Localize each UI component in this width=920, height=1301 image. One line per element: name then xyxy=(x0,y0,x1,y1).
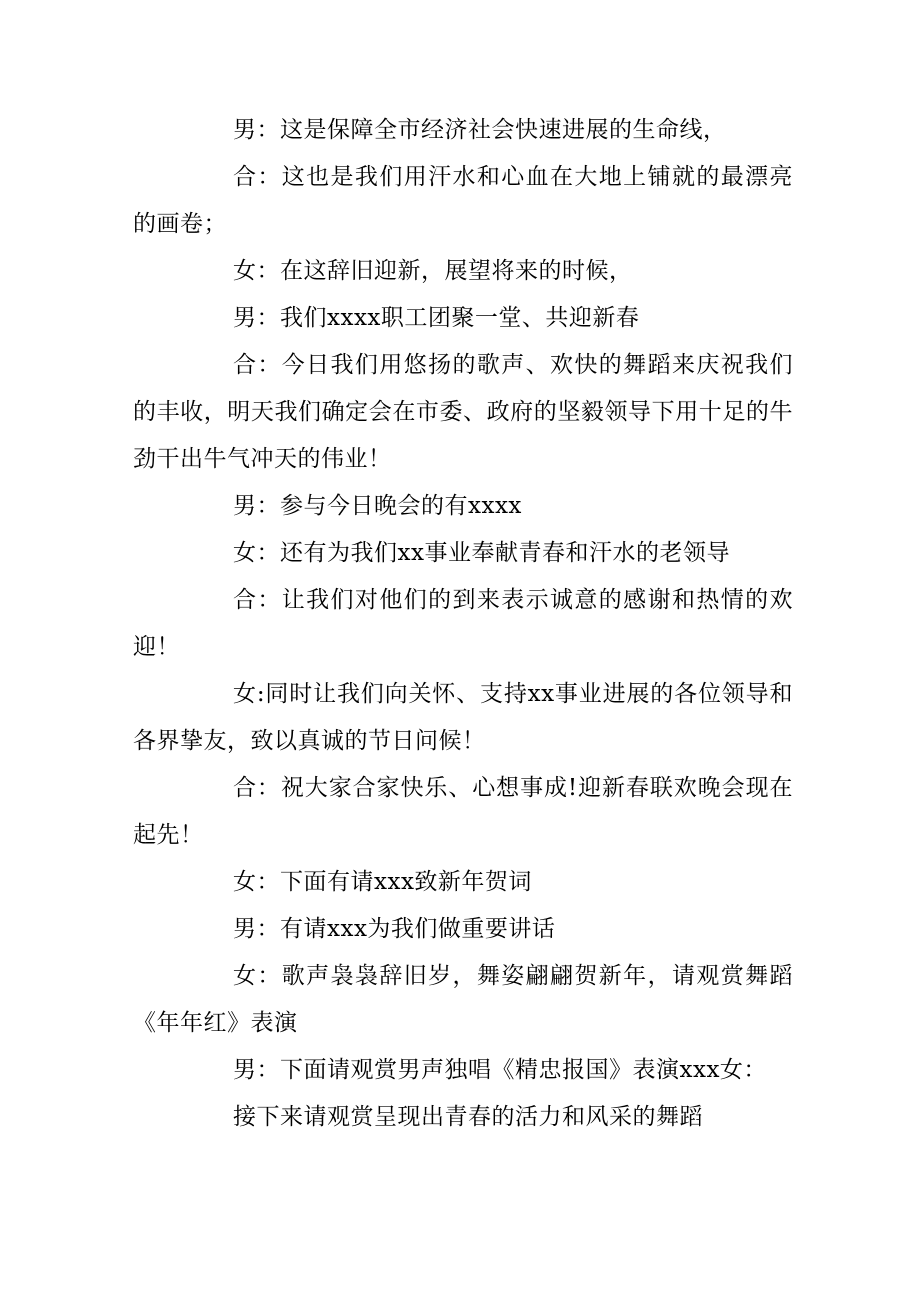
paragraph-1: 男：这是保障全市经济社会快速进展的生命线， xyxy=(233,117,727,143)
paragraph-11: 女：下面有请xxx致新年贺词 xyxy=(233,869,532,895)
paragraph-13: 女：歌声袅袅辞旧岁，舞姿翩翩贺新年，请观赏舞蹈《年年红》表演 xyxy=(133,963,793,1036)
paragraph-4: 男：我们xxxx职工团聚一堂、共迎新春 xyxy=(233,305,640,331)
script-body xyxy=(133,107,793,1141)
paragraph-9: 女:同时让我们向关怀、支持xx事业进展的各位领导和各界挚友，致以真诚的节日问候！ xyxy=(133,681,793,754)
paragraph-10: 合：祝大家合家快乐、心想事成!迎新春联欢晚会现在起先！ xyxy=(133,775,793,848)
paragraph-2: 合：这也是我们用汗水和心血在大地上铺就的最漂亮的画卷； xyxy=(133,164,793,237)
paragraph-14: 男：下面请观赏男声独唱《精忠报国》表演xxx女： xyxy=(233,1057,767,1083)
paragraph-15: 接下来请观赏呈现出青春的活力和风采的舞蹈 xyxy=(233,1104,703,1130)
paragraph-8: 合：让我们对他们的到来表示诚意的感谢和热情的欢迎！ xyxy=(133,587,793,660)
paragraph-5: 合：今日我们用悠扬的歌声、欢快的舞蹈来庆祝我们的丰收，明天我们确定会在市委、政府的坚毅领导下用十足的牛劲干出牛气冲天的伟业！ xyxy=(133,352,793,472)
paragraph-7: 女：还有为我们xx事业奉献青春和汗水的老领导 xyxy=(233,540,730,566)
paragraph-12: 男：有请xxx为我们做重要讲话 xyxy=(233,916,556,942)
paragraph-6: 男：参与今日晚会的有xxxx xyxy=(233,493,522,519)
paragraph-3: 女：在这辞旧迎新，展望将来的时候， xyxy=(233,258,633,284)
